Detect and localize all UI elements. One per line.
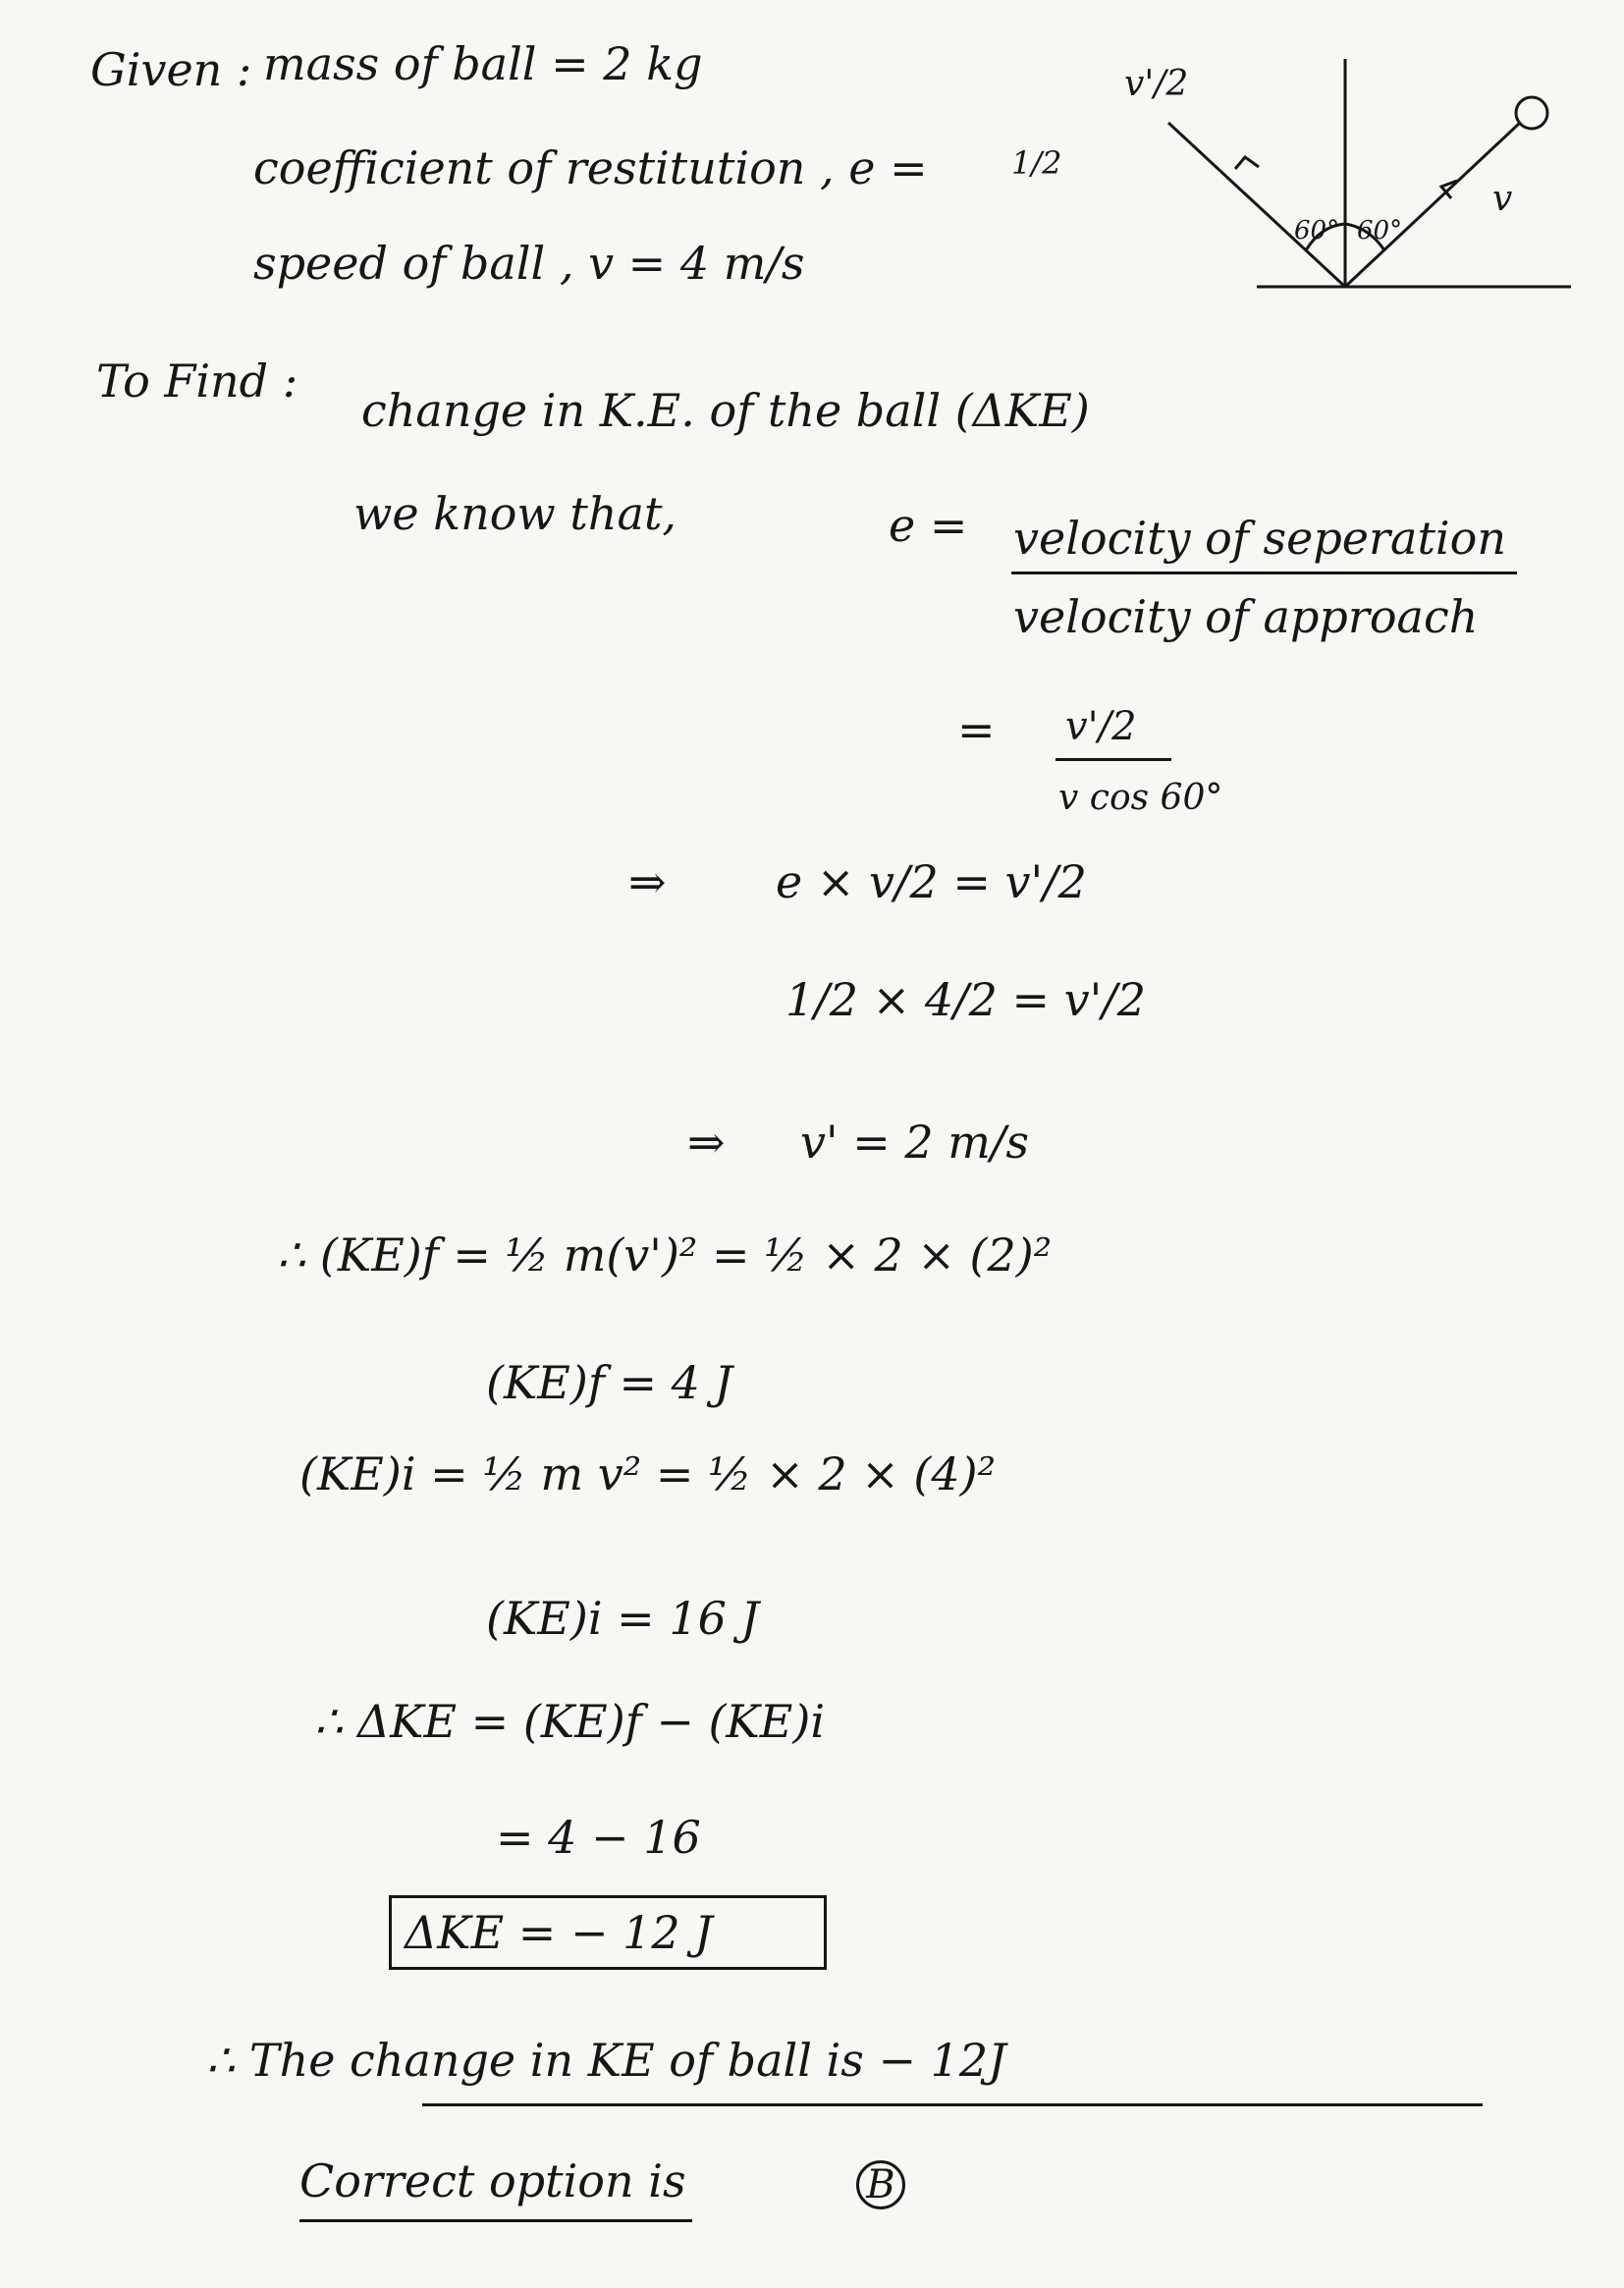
given-restitution: coefficient of restitution , e =: [253, 141, 928, 194]
eq4-text: v' = 2 m/s: [800, 1116, 1030, 1169]
eq4-arrow: ⇒: [687, 1116, 726, 1169]
to-find-label: To Find :: [96, 354, 298, 408]
diagram-v-prime-label: v'/2: [1124, 64, 1189, 104]
fraction-bar-e: [1011, 572, 1517, 574]
fraction-bar-eq1: [1056, 758, 1171, 761]
diagram-angle-left: 60°: [1294, 216, 1340, 245]
eq1-equals: =: [957, 703, 996, 756]
we-know-text: we know that,: [353, 487, 677, 540]
ke-final-line: ∴ (KE)f = ½ m(v')² = ½ × 2 × (2)²: [277, 1228, 1053, 1281]
ke-initial-result: (KE)i = 16 J: [486, 1592, 759, 1645]
delta-ke-line: ∴ ΔKE = (KE)f − (KE)i: [314, 1695, 826, 1748]
eq1-denominator: v cos 60°: [1058, 778, 1223, 818]
velocity-separation: velocity of seperation: [1013, 512, 1506, 565]
eq2-arrow: ⇒: [628, 855, 667, 908]
diagram-v-label: v: [1492, 179, 1513, 219]
given-mass: mass of ball = 2 kg: [263, 37, 703, 90]
delta-ke-result: ΔKE = − 12 J: [405, 1906, 713, 1959]
ke-initial-line: (KE)i = ½ m v² = ½ × 2 × (4)²: [299, 1447, 997, 1500]
conclusion-text: ∴ The change in KE of ball is − 12J: [206, 2034, 1006, 2087]
given-label: Given :: [90, 43, 252, 96]
given-speed: speed of ball , v = 4 m/s: [253, 237, 805, 290]
answer-underline: [299, 2219, 692, 2222]
e-equals: e =: [889, 499, 968, 552]
velocity-approach: velocity of approach: [1013, 590, 1479, 643]
ball: [1516, 97, 1547, 129]
reflected-arrowhead: [1235, 157, 1259, 169]
eq1-numerator: v'/2: [1065, 704, 1137, 749]
to-find-text: change in K.E. of the ball (ΔKE): [361, 384, 1090, 437]
option-circle: B: [856, 2160, 905, 2209]
diagram-angle-right: 60°: [1357, 216, 1403, 245]
ke-final-result: (KE)f = 4 J: [486, 1356, 732, 1409]
delta-ke-substitution: = 4 − 16: [496, 1811, 701, 1864]
eq2-text: e × v/2 = v'/2: [776, 855, 1087, 908]
given-restitution-value: 1/2: [1011, 144, 1062, 182]
answer-text: Correct option is: [299, 2154, 686, 2207]
conclusion-underline: [422, 2103, 1483, 2106]
eq3-text: 1/2 × 4/2 = v'/2: [785, 973, 1147, 1026]
reflected-ray: [1168, 123, 1345, 287]
